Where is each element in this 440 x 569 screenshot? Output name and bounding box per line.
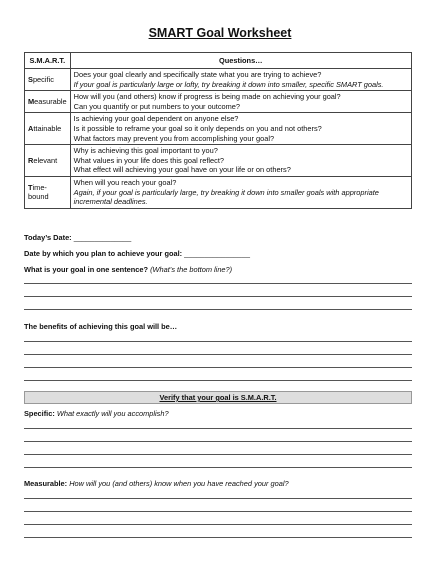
smart-criterion-rest: elevant <box>33 155 58 165</box>
measurable-answer-line[interactable] <box>24 498 412 499</box>
benefits-answer-line[interactable] <box>24 354 412 355</box>
smart-criterion-rest: easurable <box>34 96 67 106</box>
benefits-answer-line[interactable] <box>24 367 412 368</box>
page-title: SMART Goal Worksheet <box>148 26 292 40</box>
smart-criterion-initial: T <box>28 182 33 192</box>
measurable-prompt <box>24 479 289 488</box>
smart-criterion-cell <box>25 176 71 208</box>
smart-question-line: Is achieving your goal dependent on anyone else? <box>73 114 239 124</box>
specific-answer-line[interactable] <box>24 467 412 468</box>
goal-sentence-hint: (What’s the bottom line?) <box>150 265 233 274</box>
verify-banner-text: Verify that your goal is S.M.A.R.T. <box>159 393 277 402</box>
measurable-answer-line[interactable] <box>24 524 412 525</box>
target-date-field[interactable] <box>24 249 250 258</box>
smart-row <box>25 145 412 177</box>
smart-questions-cell <box>70 145 411 177</box>
smart-row <box>25 69 412 91</box>
smart-criterion-cell <box>25 91 71 113</box>
goal-answer-line[interactable] <box>24 309 412 310</box>
specific-answer-line[interactable] <box>24 428 412 429</box>
smart-question-line: If your goal is particularly large or lofty, try breaking it down into smaller, specific SMART goals. <box>73 79 384 89</box>
smart-criterion-rest: ttainable <box>33 123 62 133</box>
specific-answer-line[interactable] <box>24 441 412 442</box>
specific-hint: What exactly will you accomplish? <box>56 409 169 418</box>
smart-row <box>25 176 412 208</box>
smart-questions-cell <box>70 113 411 145</box>
todays-date-blank[interactable]: ______________ <box>73 233 132 242</box>
smart-criterion-cell <box>25 69 71 91</box>
smart-question-line: Does your goal clearly and specifically state what you are trying to achieve? <box>73 70 322 79</box>
smart-table-body <box>25 69 412 209</box>
todays-date-field[interactable] <box>24 233 131 242</box>
smart-questions-cell <box>70 91 411 113</box>
smart-question-line: When will you reach your goal? <box>73 177 177 187</box>
smart-question-line: How will you (and others) know if progress is being made on achieving your goal? <box>73 92 341 102</box>
smart-criterion-cell <box>25 113 71 145</box>
smart-criterion-rest: pecific <box>32 74 54 84</box>
smart-row <box>25 91 412 113</box>
measurable-label: Measurable: <box>24 479 68 488</box>
todays-date-label: Today’s Date: <box>24 233 72 242</box>
smart-question-line: incremental deadlines. <box>73 197 148 207</box>
measurable-answer-line[interactable] <box>24 537 412 538</box>
smart-question-line: Again, if your goal is particularly large, try breaking it down into smaller goals with appropriate <box>73 187 379 197</box>
smart-criterion-initial: S <box>28 74 33 84</box>
smart-criterion-initial: M <box>28 96 35 106</box>
smart-questions-cell <box>70 176 411 208</box>
measurable-answer-line[interactable] <box>24 511 412 512</box>
smart-criterion-cell <box>25 145 71 177</box>
smart-question-line: Can you quantify or put numbers to your outcome? <box>73 101 241 111</box>
smart-question-line: Why is achieving this goal important to you? <box>73 146 218 156</box>
benefits-answer-line[interactable] <box>24 380 412 381</box>
goal-answer-line[interactable] <box>24 283 412 284</box>
specific-answer-line[interactable] <box>24 454 412 455</box>
goal-answer-line[interactable] <box>24 296 412 297</box>
smart-row <box>25 113 412 145</box>
smart-question-line: What effect will achieving your goal have on your life or on others? <box>73 165 291 175</box>
benefits-answer-line[interactable] <box>24 341 412 342</box>
smart-questions-cell <box>70 69 411 91</box>
smart-table-header <box>25 53 412 69</box>
measurable-hint: How will you (and others) know when you have reached your goal? <box>69 479 289 488</box>
smart-question-line: What values in your life does this goal reflect? <box>73 155 224 165</box>
target-date-label: Date by which you plan to achieve your goal: <box>24 249 183 258</box>
goal-sentence-label: What is your goal in one sentence? <box>24 265 149 274</box>
specific-prompt <box>24 409 169 418</box>
smart-criterion-initial: R <box>28 155 34 165</box>
smart-question-line: Is it possible to reframe your goal so it only depends on you and not others? <box>73 123 322 133</box>
smart-criterion-initial: A <box>28 123 34 133</box>
smart-question-line: What factors may prevent you from accomplishing your goal? <box>73 133 275 143</box>
verify-banner <box>24 391 412 404</box>
questions-column-header: Questions… <box>70 53 411 69</box>
smart-table <box>24 52 412 209</box>
smart-criterion-rest: ime-bound <box>28 182 49 202</box>
target-date-blank[interactable]: ________________ <box>184 249 250 258</box>
specific-label: Specific: <box>24 409 55 418</box>
benefits-prompt: The benefits of achieving this goal will be… <box>24 322 178 331</box>
goal-sentence-prompt <box>24 265 232 274</box>
smart-column-header: S.M.A.R.T. <box>25 53 71 69</box>
